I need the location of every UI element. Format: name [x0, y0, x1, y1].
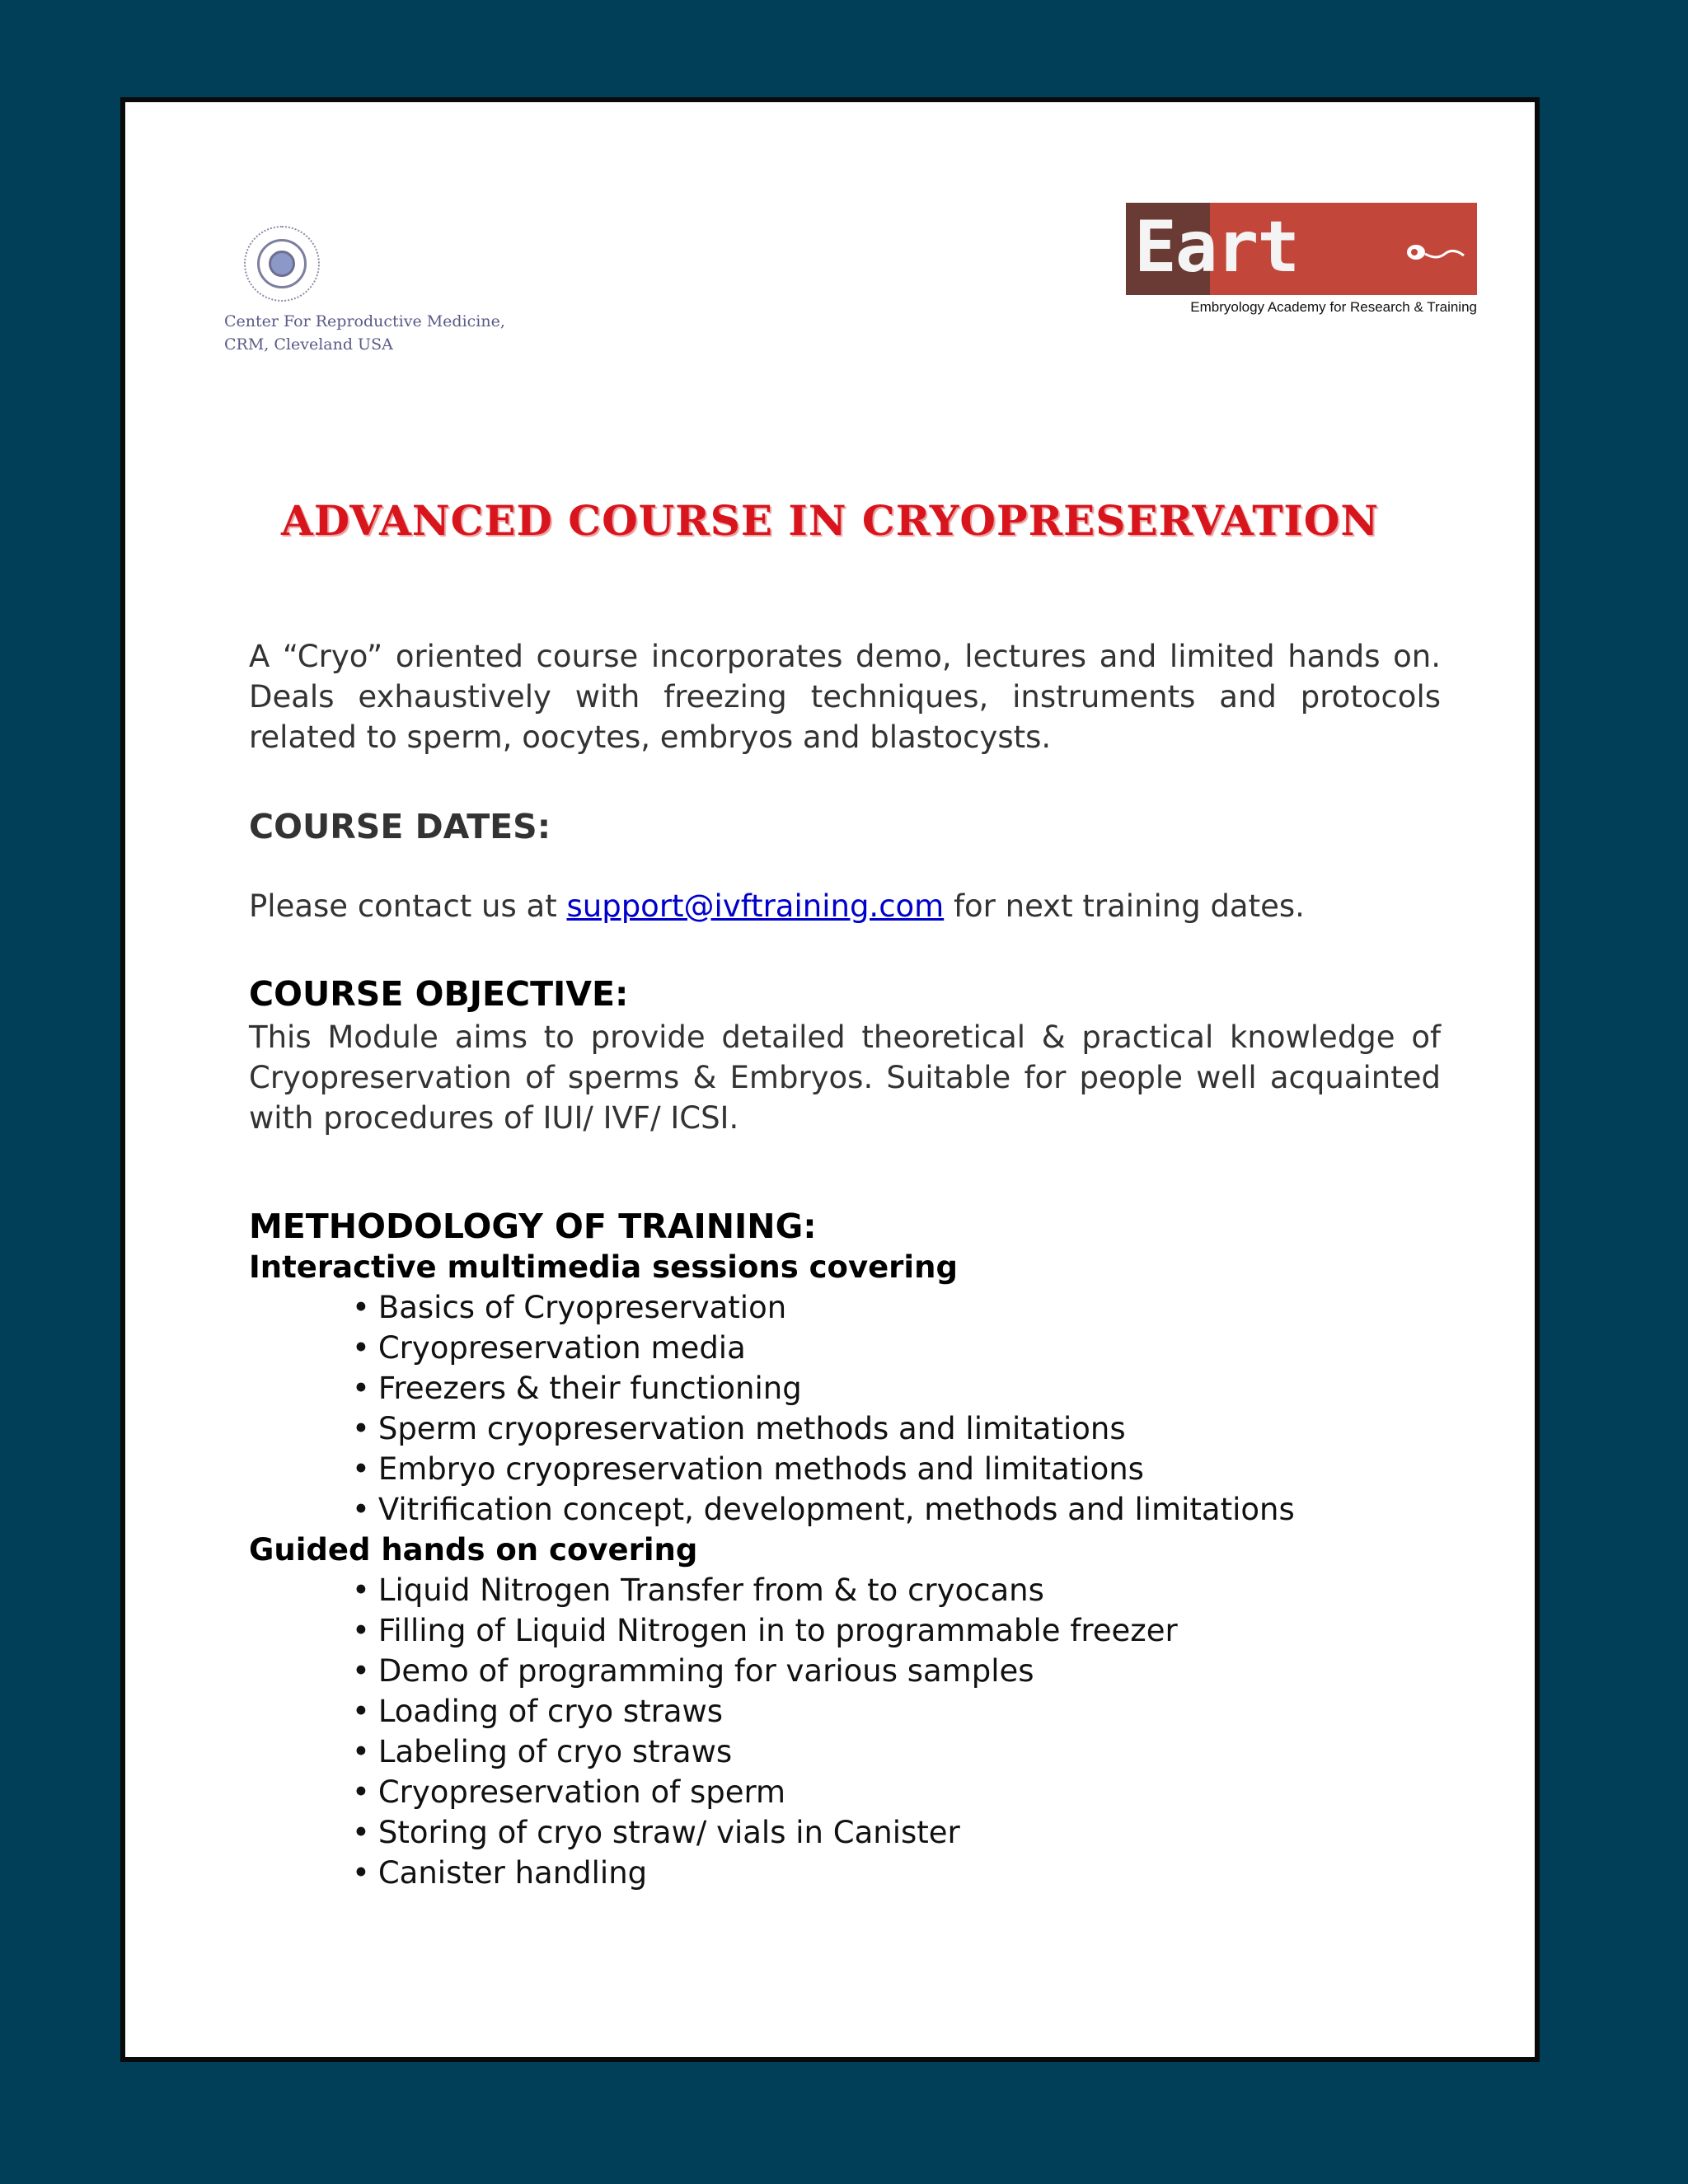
- course-objective-text: This Module aims to provide detailed theoretical & practical knowledge of Cryopreservation of sperms & Embryos. Suitable for people well acquainted with procedures of IUI/ IVF/ ICSI.: [249, 1019, 1441, 1136]
- list-item: • Demo of programming for various samples: [352, 1651, 1441, 1691]
- eart-banner: [1126, 203, 1477, 295]
- sessions-list: [249, 1287, 1441, 1530]
- methodology-heading: METHODOLOGY OF TRAINING:: [249, 1207, 817, 1246]
- document-page: [120, 97, 1540, 2062]
- list-item: • Liquid Nitrogen Transfer from & to cryocans: [352, 1570, 1441, 1610]
- crm-seal-icon: [244, 226, 320, 302]
- list-item: • Cryopreservation media: [352, 1328, 1441, 1368]
- list-item: • Embryo cryopreservation methods and limitations: [352, 1449, 1441, 1489]
- handson-list: [249, 1570, 1441, 1893]
- list-item: • Freezers & their functioning: [352, 1368, 1441, 1408]
- eart-wordmark: Eart: [1134, 206, 1299, 288]
- sessions-heading: Interactive multimedia sessions covering: [249, 1249, 958, 1285]
- crm-logo: [224, 209, 570, 354]
- list-item: • Storing of cryo straw/ vials in Canister: [352, 1812, 1441, 1853]
- list-item: • Loading of cryo straws: [352, 1691, 1441, 1732]
- eart-logo: [1126, 203, 1480, 326]
- list-item: • Sperm cryopreservation methods and limitations: [352, 1408, 1441, 1449]
- list-item: • Filling of Liquid Nitrogen in to programmable freezer: [352, 1610, 1441, 1651]
- page-title: ADVANCED COURSE IN CRYOPRESERVATION: [280, 496, 1380, 545]
- crm-line-2: CRM, Cleveland USA: [224, 335, 393, 354]
- list-item: • Canister handling: [352, 1853, 1441, 1893]
- crm-logo-text: [224, 310, 505, 356]
- list-item: • Cryopreservation of sperm: [352, 1772, 1441, 1812]
- support-email-link[interactable]: support@ivftraining.com: [566, 888, 945, 924]
- list-item: • Labeling of cryo straws: [352, 1732, 1441, 1772]
- list-item: • Basics of Cryopreservation: [352, 1287, 1441, 1328]
- eart-tagline: Embryology Academy for Research & Training: [1190, 299, 1477, 315]
- sperm-icon: [1400, 236, 1465, 269]
- course-dates-heading: COURSE DATES:: [249, 807, 551, 846]
- intro-paragraph: A “Cryo” oriented course incorporates demo, lectures and limited hands on. Deals exhaustively with freezing techniques, instruments and protocols related to sperm, oocytes, embryos and blastocysts.: [249, 639, 1441, 755]
- handson-heading: Guided hands on covering: [249, 1532, 698, 1568]
- dates-text-after: for next training dates.: [944, 888, 1305, 924]
- course-objective-heading: COURSE OBJECTIVE:: [249, 974, 629, 1014]
- crm-line-1: Center For Reproductive Medicine,: [224, 312, 505, 330]
- course-dates-text: [249, 886, 1441, 926]
- main-content: [249, 636, 1441, 1893]
- dates-text-before: Please contact us at: [249, 888, 567, 924]
- list-item: • Vitrification concept, development, methods and limitations: [352, 1489, 1441, 1530]
